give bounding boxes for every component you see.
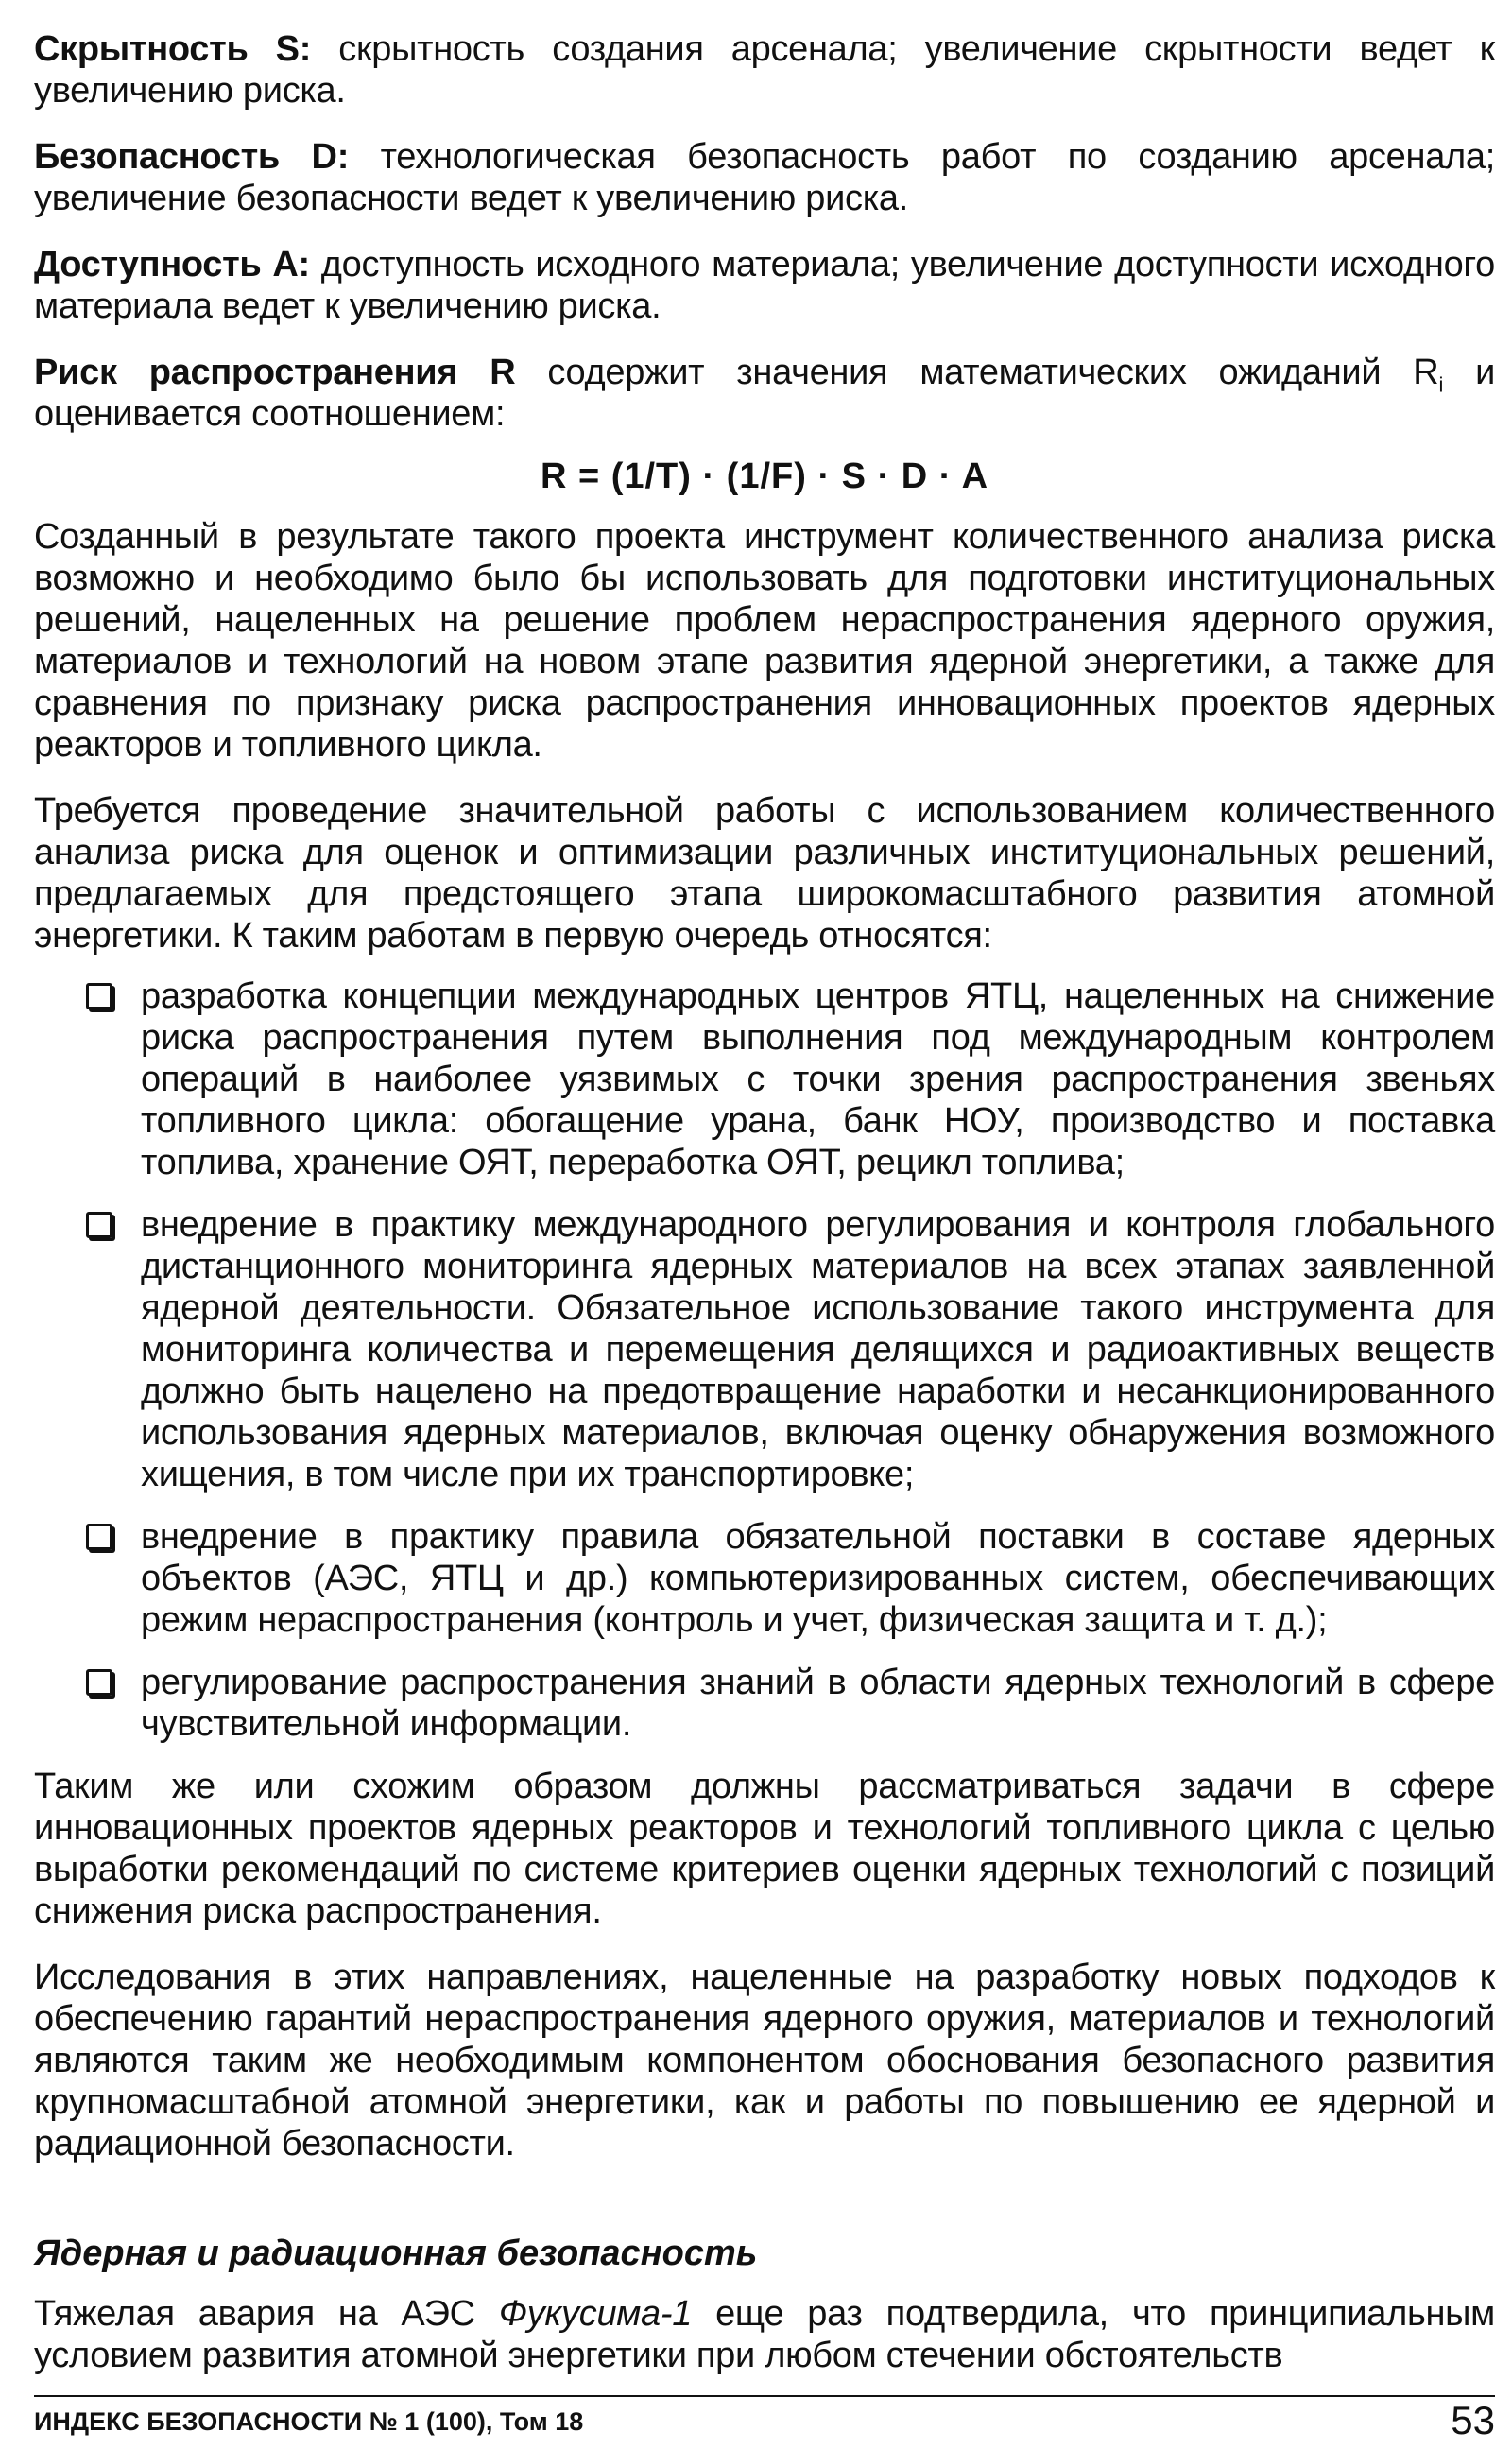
list-item-text: регулирование распространения знаний в области ядерных технологий в сфере чувствительной информации. [141,1663,1495,1744]
paragraph-research: Исследования в этих направлениях, нацеленные на разработку новых подходов к обеспечению гарантий нераспространения ядерного оружия, материалов и технологий являются таким же необходимым компонентом обоснования безопасного развития крупномасштабной атомной энергетики, как и работы по повышению ее ядерной и радиационной безопасности. [34,1957,1495,2164]
footer-journal-title: ИНДЕКС БЕЗОПАСНОСТИ № 1 (100), Том 18 [34,2407,584,2436]
risk-subscript: i [1438,372,1444,397]
paragraph-availability [34,244,1495,327]
section-heading: Ядерная и радиационная безопасность [34,2233,758,2273]
risk-formula: R = (1/T) · (1/F) · S · D · A [540,457,989,496]
checkbox-bullet-icon [86,1669,112,1696]
term-availability: Доступность A: [34,245,310,285]
term-risk: Риск распространения R [34,353,516,392]
term-safety: Безопасность D: [34,137,350,177]
footer-divider [34,2395,1495,2397]
list-item-text: внедрение в практику международного регулирования и контроля глобального дистанционного мониторинга ядерных материалов на всех этапах заявленной ядерной деятельности. Обязательное использование такого инструмента для мониторинга количества и перемещения делящихся и радиоактивных веществ должно быть нацелено на предотвращение наработки и несанкционированного использования ядерных материалов, включая оценку обнаружения возможного хищения, в том числе при их транспортировке; [141,1205,1495,1494]
paragraph-required: Требуется проведение значительной работы с использованием количественного анализа риска для оценок и оптимизации различных институциональных решений, предлагаемых для предстоящего этапа широкомасштабного развития атомной энергетики. К таким работам в первую очередь относятся: [34,791,1495,956]
page-body [34,28,1495,2401]
paragraph-risk [34,352,1495,435]
paragraph-tool: Созданный в результате такого проекта инструмент количественного анализа риска возможно и необходимо было бы использовать для подготовки институциональных решений, нацеленных на решение проблем нераспространения ядерного оружия, материалов и технологий на новом этапе развития ядерной энергетики, а также для сравнения по признаку риска распространения инновационных проектов ядерных реакторов и топливного цикла. [34,517,1495,765]
checkbox-bullet-icon [86,1212,112,1238]
list-item [141,1204,1495,1495]
checkbox-bullet-icon [86,1524,112,1550]
text-accident-1: Тяжелая авария на АЭС [34,2294,499,2334]
list-item-text: разработка концепции международных центров ЯТЦ, нацеленных на снижение риска распространения путем выполнения под международным контролем операций в наиболее уязвимых с точки зрения распространения звеньях топливного цикла: обогащение урана, банк НОУ, производство и поставка топлива, хранение ОЯТ, переработка ОЯТ, рецикл топлива; [141,976,1495,1182]
paragraph-safety [34,136,1495,219]
paragraph-accident [34,2293,1495,2376]
list-item [141,1516,1495,1641]
work-list [34,975,1495,1745]
list-item [141,1662,1495,1745]
text-accident-2: еще раз подтвердила, что принципиальным условием развития атомной энергетики при любом стечении обстоятельств [34,2294,1496,2375]
paragraph-similar: Таким же или схожим образом должны рассматриваться задачи в сфере инновационных проектов ядерных реакторов и технологий топливного цикла с целью выработки рекомендаций по системе критериев оценки ядерных технологий с позиций снижения риска распространения. [34,1767,1495,1931]
page-number: 53 [1451,2398,1495,2442]
paragraph-stealth [34,28,1495,112]
text-availability: доступность исходного материала; увеличение доступности исходного материала ведет к увеличению риска. [34,245,1495,326]
text-risk-2: и оценивается соотношением: [34,353,1495,434]
text-accident-italic: Фукусима-1 [498,2294,693,2334]
list-item-text: внедрение в практику правила обязательной поставки в составе ядерных объектов (АЭС, ЯТЦ и др.) компьютеризированных систем, обеспечивающих режим нераспространения (контроль и учет, физическая защита и т. д.); [141,1517,1495,1640]
text-risk-1: содержит значения математических ожиданий R [515,353,1439,392]
term-stealth: Скрытность S: [34,29,312,69]
text-safety: технологическая безопасность работ по созданию арсенала; увеличение безопасности ведет к увеличению риска. [34,137,1495,218]
checkbox-bullet-icon [86,983,112,1009]
list-item [141,975,1495,1183]
text-stealth: скрытность создания арсенала; увеличение скрытности ведет к увеличению риска. [34,29,1495,111]
